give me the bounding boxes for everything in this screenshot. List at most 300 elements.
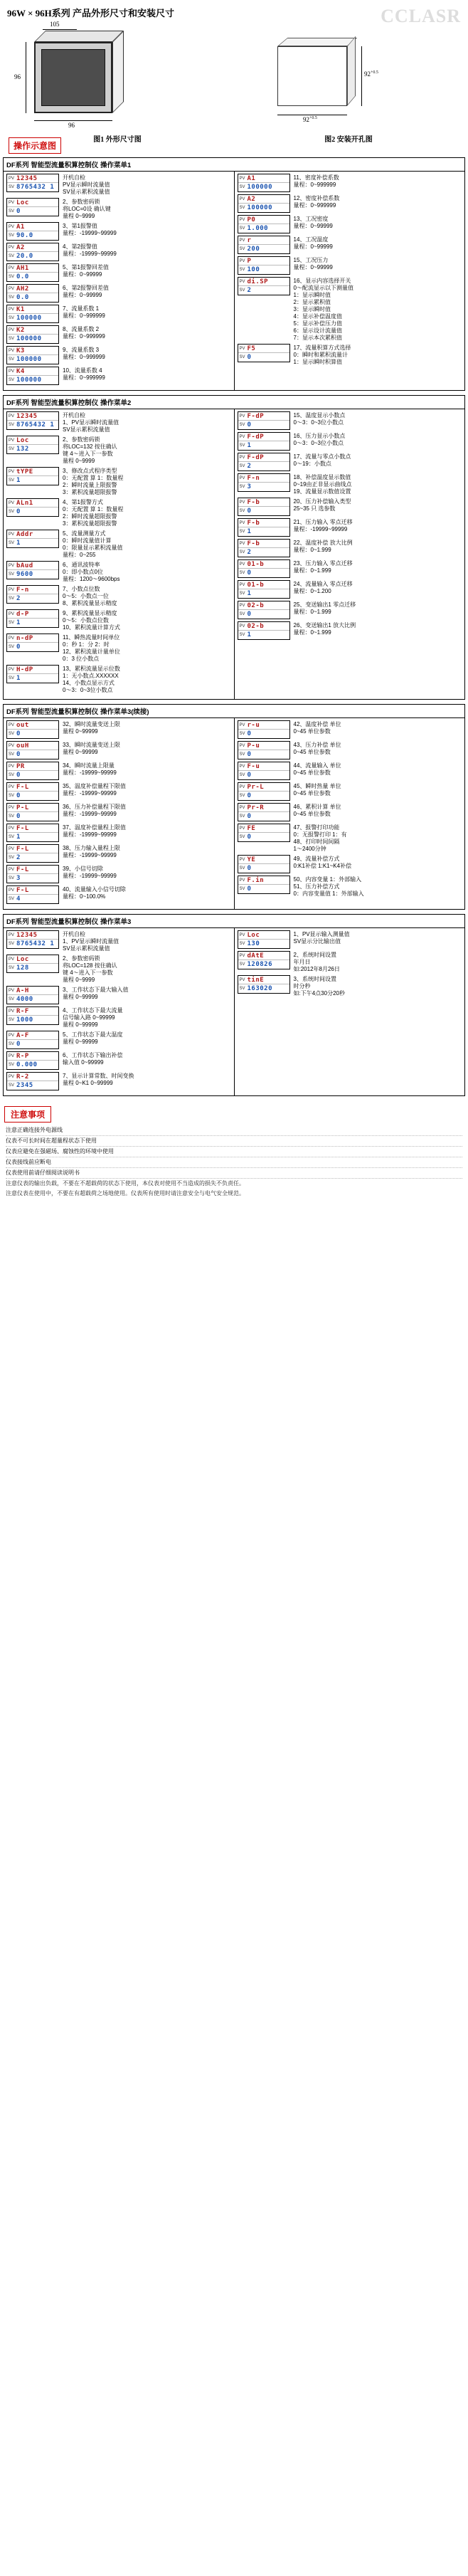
- pv-line: [238, 257, 289, 266]
- pv-line: [7, 845, 58, 853]
- sv-tag: SV: [239, 288, 245, 293]
- lcd-display: [6, 865, 59, 883]
- menu-item-description: 开机自检 1、PV显示瞬时流量值 SV显示累积流量值: [63, 412, 119, 433]
- sv-value: 1: [247, 631, 252, 638]
- menu-item: [6, 467, 233, 496]
- pv-value: FE: [247, 824, 256, 832]
- sv-line: [238, 224, 289, 233]
- menu-item-description: 4、工作状态下最大流量 信号输入路 0~99999 量程 0~99999: [63, 1007, 123, 1028]
- menu-item: [6, 263, 233, 282]
- pv-value: K1: [16, 305, 25, 313]
- pv-value: 02-b: [247, 601, 265, 609]
- menu-item: [238, 256, 464, 275]
- menu-item-description: 39、小信号切除 量程：-19999~99999: [63, 866, 117, 879]
- pv-value: F-dP: [247, 453, 265, 461]
- pv-line: [238, 783, 289, 792]
- pv-line: [7, 223, 58, 231]
- sv-tag: SV: [9, 316, 15, 320]
- pv-value: 12345: [16, 174, 38, 182]
- pv-line: [238, 453, 289, 462]
- pv-tag: PV: [9, 743, 15, 748]
- pv-line: [238, 856, 289, 864]
- sv-value: 1: [16, 540, 21, 547]
- menu-item-description: 9、流量系数 3 量程：0~999999: [63, 347, 105, 360]
- sv-line: [238, 792, 289, 800]
- sv-line: [7, 874, 58, 883]
- sv-tag: SV: [9, 794, 15, 798]
- pv-tag: PV: [239, 784, 245, 789]
- sv-tag: SV: [239, 887, 245, 891]
- pv-line: [238, 976, 289, 984]
- pv-tag: PV: [9, 532, 15, 537]
- menu-item: [238, 473, 464, 495]
- lcd-display: [238, 762, 290, 780]
- sv-tag: SV: [239, 464, 245, 468]
- pv-value: R-F: [16, 1007, 29, 1015]
- pv-tag: PV: [9, 1033, 15, 1038]
- sv-tag: SV: [239, 247, 245, 251]
- sv-value: 0: [247, 751, 252, 758]
- pv-tag: PV: [239, 196, 245, 201]
- pv-line: [7, 824, 58, 833]
- pv-line: [7, 530, 58, 539]
- pv-value: r-u: [247, 721, 260, 729]
- pv-line: [7, 742, 58, 750]
- cutout-side-face: [347, 36, 356, 106]
- menu-item-description: 9、累积流量显示精度 0～5：小数点位数 10、累积流量计算方式: [63, 610, 120, 631]
- pv-value: 12345: [16, 931, 38, 939]
- menu-item-description: 43、压力补偿 单位 0~45 单位参数: [293, 742, 341, 755]
- pv-tag: PV: [9, 846, 15, 851]
- pv-value: R-P: [16, 1052, 29, 1060]
- sv-tag: SV: [239, 423, 245, 427]
- sv-value: 0: [247, 792, 252, 799]
- sv-value: 1: [247, 442, 252, 449]
- menu-item: [6, 1006, 233, 1029]
- sv-line: [238, 507, 289, 515]
- menu-item-description: 7、小数点位数 0～5：小数点一位 8、累积流量显示精度: [63, 586, 117, 606]
- menu-item: [6, 1031, 233, 1049]
- lcd-display: [6, 367, 59, 385]
- menu-item-description: 10、流量系数 4 量程：0~999999: [63, 367, 105, 381]
- sv-tag: SV: [9, 185, 15, 189]
- menu-item: [6, 284, 233, 303]
- pv-tag: PV: [9, 1009, 15, 1014]
- menu-item: [238, 621, 464, 640]
- meter-screen: [41, 49, 105, 106]
- menu-item-description: 8、流量系数 2 量程：0~999999: [63, 326, 105, 340]
- sv-tag: SV: [9, 1042, 15, 1046]
- pv-line: [7, 264, 58, 273]
- pv-line: [7, 866, 58, 874]
- sv-tag: SV: [239, 794, 245, 798]
- pv-line: [238, 952, 289, 960]
- menu-item: [238, 580, 464, 599]
- menu-item-description: 42、温度补偿 单位 0~45 单位参数: [293, 721, 341, 735]
- pv-value: A-H: [16, 987, 29, 994]
- pv-line: [7, 762, 58, 771]
- pv-line: [238, 540, 289, 548]
- menu-item: [6, 803, 233, 821]
- sv-tag: SV: [9, 856, 15, 860]
- pv-line: [7, 886, 58, 895]
- pv-line: [7, 804, 58, 812]
- sv-value: 128: [16, 964, 29, 972]
- pv-tag: PV: [9, 1053, 15, 1058]
- sv-value: 2: [16, 854, 21, 861]
- pv-tag: PV: [239, 764, 245, 769]
- pv-tag: PV: [9, 667, 15, 672]
- meter-top-face: [34, 31, 124, 42]
- width-dim-line: [34, 120, 112, 121]
- depth-dim-line: [43, 29, 77, 30]
- sv-line: [7, 539, 58, 547]
- pv-line: [7, 436, 58, 445]
- menu-item: [238, 194, 464, 213]
- menu-item: [6, 885, 233, 904]
- lcd-display: [6, 930, 59, 949]
- menu-item: [238, 559, 464, 578]
- notice-line: 注意仪表的输出负载，不要在不超载荷的状态下使用，本仪表对使用不当造成的损失不负责任。: [6, 1180, 245, 1187]
- menu-item: [6, 346, 233, 364]
- sv-line: [7, 1016, 58, 1024]
- sv-tag: SV: [9, 275, 15, 279]
- sv-tag: SV: [239, 814, 245, 819]
- menu-item-description: 2、参数密码锁 将LOC=0设 确认键 量程 0~9999: [63, 199, 111, 219]
- menu-item-description: 11、瞬热流量时间单位 0：秒 1：分 2：时 12、累积流量计量单位 0：3 位小数点: [63, 634, 120, 662]
- sv-tag: SV: [239, 942, 245, 946]
- sv-tag: SV: [9, 1083, 15, 1088]
- sv-line: [7, 833, 58, 841]
- pv-value: Addr: [16, 530, 33, 538]
- notice-line: 注意仪表在使用中，不要在有超载荷之场地使用。仪表所有使用时请注意安全与电气安全规范。: [6, 1190, 245, 1197]
- pv-tag: PV: [239, 455, 245, 460]
- pv-tag: PV: [239, 176, 245, 181]
- pv-line: [7, 367, 58, 376]
- sv-tag: SV: [239, 185, 245, 189]
- menu1-title: DF系列 智能型流量积算控制仪 操作菜单1: [4, 158, 464, 172]
- lcd-display: [6, 609, 59, 628]
- cutout-front-face: [277, 46, 347, 106]
- sv-tag: SV: [239, 732, 245, 736]
- pv-tag: PV: [9, 826, 15, 831]
- menu-item-description: 13、工况密度 量程：0~99999: [293, 216, 333, 229]
- pv-tag: PV: [9, 611, 15, 616]
- sv-tag: SV: [239, 773, 245, 777]
- pv-tag: PV: [9, 414, 15, 419]
- pv-line: [7, 610, 58, 619]
- sv-line: [7, 314, 58, 322]
- pv-tag: PV: [9, 764, 15, 769]
- pv-value: PR: [16, 762, 25, 770]
- sv-value: 100000: [16, 356, 42, 363]
- pv-tag: PV: [239, 624, 245, 629]
- pv-line: [7, 285, 58, 293]
- pv-line: [7, 634, 58, 643]
- pv-line: [238, 622, 289, 631]
- pv-line: [7, 1031, 58, 1040]
- sv-tag: SV: [9, 876, 15, 880]
- lcd-display: [238, 411, 290, 430]
- menu-item-description: 15、工况压力 量程：0~99999: [293, 257, 333, 270]
- lcd-display: [238, 951, 290, 969]
- sv-value: 4000: [16, 996, 33, 1003]
- sv-value: 0.0: [16, 273, 29, 280]
- pv-value: 01-b: [247, 581, 265, 589]
- sv-tag: SV: [239, 443, 245, 448]
- menu-item-description: 2、参数密码锁 将LOC=132 按住确认 键 4～进入下一参数 量程 0~9999: [63, 436, 117, 464]
- menu-item-description: 45、瞬时热量 单位 0~45 单位参数: [293, 783, 341, 797]
- menu-item: [6, 930, 233, 952]
- lcd-display: [238, 559, 290, 578]
- sv-line: [7, 293, 58, 302]
- pv-tag: PV: [9, 438, 15, 443]
- sv-line: [7, 252, 58, 261]
- lcd-display: [6, 1031, 59, 1049]
- pv-value: F-L: [16, 886, 29, 894]
- sv-tag: SV: [9, 1063, 15, 1067]
- sv-line: [238, 984, 289, 993]
- pv-value: F-u: [247, 762, 260, 770]
- menu-item: [238, 411, 464, 430]
- sv-tag: SV: [9, 423, 15, 427]
- menu-item-description: 3、第1报警值 量程：-19999~99999: [63, 223, 117, 236]
- lcd-display: [238, 803, 290, 821]
- sv-tag: SV: [9, 942, 15, 946]
- sv-line: [7, 792, 58, 800]
- sv-line: [238, 353, 289, 362]
- sv-line: [238, 569, 289, 577]
- lcd-display: [238, 236, 290, 254]
- menu-item-description: 14、工况温度 量程：0~99999: [293, 236, 333, 250]
- sv-line: [238, 266, 289, 274]
- menu-item: [238, 803, 464, 821]
- pv-value: A-F: [16, 1031, 29, 1039]
- sv-line: [238, 527, 289, 536]
- menu-item: [238, 951, 464, 973]
- pv-tag: PV: [9, 266, 15, 270]
- document-page: [0, 0, 468, 1210]
- menu-item: [6, 530, 233, 559]
- pv-line: [238, 601, 289, 610]
- sv-tag: SV: [9, 572, 15, 577]
- menu-item-description: 17、流量与零点小数点 0～19：小数点: [293, 453, 351, 467]
- sv-value: 0: [247, 772, 252, 779]
- menu-item-description: 38、压力输入量程上限 量程：-19999~99999: [63, 845, 120, 858]
- menu-item-description: 5、工作状态下最大温度 量程 0~99999: [63, 1031, 123, 1045]
- pv-tag: PV: [239, 346, 245, 351]
- pv-value: K3: [16, 347, 25, 354]
- lcd-display: [6, 986, 59, 1004]
- sv-line: [7, 355, 58, 364]
- pv-line: [7, 562, 58, 570]
- pv-line: [238, 519, 289, 527]
- sv-value: 0: [16, 643, 21, 651]
- sv-value: 0.000: [16, 1061, 38, 1068]
- sv-line: [7, 750, 58, 759]
- pv-line: [238, 216, 289, 224]
- sv-line: [238, 631, 289, 639]
- pv-line: [238, 474, 289, 483]
- menu-item-description: 6、工作状态下输出补偿 输入值 0~99999: [63, 1052, 123, 1066]
- menu-item: [238, 453, 464, 471]
- sv-value: 1: [247, 590, 252, 597]
- menu-item: [6, 1072, 233, 1090]
- pv-value: F-dP: [247, 433, 265, 441]
- menu-item: [238, 236, 464, 254]
- figure-cutout: [235, 26, 462, 144]
- pv-line: [7, 987, 58, 995]
- menu-item-description: 16、显示内容选择开关 0～配流显示以下测量值 1：显示瞬时值 2：显示累积值 3：显示瞬时值 4：显示补偿温度值 5：显示补偿压力值 6：显示设计流量值 7：显示本次累积值: [293, 278, 353, 341]
- pv-value: Pr-R: [247, 804, 265, 811]
- pv-value: di.SP: [247, 278, 269, 285]
- menu-item-description: 3、工作状态下最大输入值 量程 0~99999: [63, 987, 129, 1000]
- pv-value: A1: [247, 174, 256, 182]
- menu-item: [238, 215, 464, 233]
- pv-line: [7, 174, 58, 183]
- sv-value: 100000: [247, 184, 273, 191]
- pv-tag: PV: [239, 475, 245, 480]
- menu-item: [6, 844, 233, 863]
- pv-value: H-dP: [16, 666, 33, 673]
- sv-value: 1: [16, 675, 21, 682]
- cut-height-dim-line: [361, 46, 362, 106]
- menu-item-description: 47、报警打印功能 0：无报警打印 1：有 48、打印时间间隔 1～2400分钟: [293, 824, 347, 852]
- sv-value: 100: [247, 266, 260, 273]
- pv-value: dAtE: [247, 952, 265, 960]
- sv-line: [7, 508, 58, 516]
- sv-value: 1: [16, 619, 21, 626]
- pv-value: F-n: [16, 586, 29, 594]
- menu-item: [238, 498, 464, 516]
- sv-value: 0: [16, 208, 21, 215]
- menu-item: [6, 986, 233, 1004]
- cut-height-dim-label: $92^{+0.5}$: [364, 70, 378, 78]
- sv-value: 0: [16, 1041, 21, 1048]
- pv-tag: PV: [239, 562, 245, 567]
- menu2-title: DF系列 智能型流量积算控制仪 操作菜单2: [4, 396, 464, 409]
- sv-value: 200: [247, 246, 260, 253]
- lcd-display: [238, 518, 290, 537]
- pv-line: [238, 236, 289, 245]
- menu-block-1: [3, 157, 465, 391]
- menu-item-description: 1、PV显示输入测量值 SV显示分比输出值: [293, 931, 350, 945]
- menu-item-description: 33、瞬时流量变送上限 量程 0~99999: [63, 742, 120, 755]
- pv-value: P-u: [247, 742, 260, 750]
- lcd-display: [6, 498, 59, 517]
- menu-item-description: 6、通讯波特率 0：即小数点0位 量程：1200～9600bps: [63, 562, 120, 582]
- sv-tag: SV: [9, 337, 15, 341]
- sv-tag: SV: [9, 897, 15, 901]
- sv-tag: SV: [239, 530, 245, 534]
- notice-header: 注意事项: [4, 1106, 51, 1123]
- lcd-display: [238, 498, 290, 516]
- pv-line: [7, 347, 58, 355]
- figure2-caption: 图2 安装开孔图: [324, 136, 373, 144]
- sv-line: [238, 483, 289, 491]
- sv-line: [7, 376, 58, 384]
- figure-outline: [0, 21, 235, 144]
- lcd-display: [238, 277, 290, 295]
- pv-line: [238, 278, 289, 286]
- pv-line: [7, 468, 58, 476]
- lcd-display: [6, 803, 59, 821]
- menu-item-description: 24、流量输入 零点迁移 量程：0~1.200: [293, 581, 353, 594]
- menu-block-2: [3, 395, 465, 700]
- menu-item: [238, 174, 464, 192]
- sv-line: [7, 619, 58, 627]
- menu-item-description: 23、压力输入 零点迁移 量程：0~1.999: [293, 560, 353, 574]
- pv-line: [238, 174, 289, 183]
- sv-tag: SV: [9, 447, 15, 451]
- lcd-display: [6, 634, 59, 652]
- sv-tag: SV: [239, 612, 245, 616]
- menu-item: [238, 539, 464, 557]
- sv-tag: SV: [239, 571, 245, 575]
- menu-item-description: 22、温度补偿 放大比例 量程：0~1.999: [293, 540, 353, 553]
- menu-item-description: 18、补偿温度显示数值 0~19由正非显示曲线点 19、流量显示数值设置: [293, 474, 352, 495]
- menu-block-4: [3, 914, 465, 1096]
- menu-item-description: 50、内容变量 1：外部输入 51、压力补偿方式 0：内容变量值 1：外部输入: [293, 876, 364, 897]
- pv-tag: PV: [9, 957, 15, 962]
- sv-line: [238, 548, 289, 557]
- pv-value: F-b: [247, 498, 260, 506]
- pv-value: A2: [16, 243, 25, 251]
- pv-value: F-n: [247, 474, 260, 482]
- pv-value: 01-b: [247, 560, 265, 568]
- sv-value: 4: [16, 895, 21, 903]
- pv-line: [238, 412, 289, 421]
- pv-line: [7, 1073, 58, 1081]
- menu-item: [238, 720, 464, 739]
- lcd-display: [6, 346, 59, 364]
- sv-tag: SV: [9, 966, 15, 970]
- lcd-display: [6, 824, 59, 842]
- menu-item: [238, 975, 464, 997]
- menu-item: [6, 222, 233, 241]
- menu-item: [238, 876, 464, 898]
- pv-value: n-dP: [16, 634, 33, 642]
- pv-value: F-b: [247, 540, 260, 547]
- lcd-display: [238, 601, 290, 619]
- sv-line: [7, 895, 58, 903]
- pv-line: [7, 1007, 58, 1016]
- pv-line: [7, 721, 58, 730]
- sv-value: 100000: [16, 315, 42, 322]
- lcd-display: [238, 174, 290, 192]
- menu-item: [6, 1051, 233, 1070]
- sv-line: [238, 610, 289, 619]
- menu-block-3: [3, 704, 465, 910]
- lcd-display: [6, 1072, 59, 1090]
- pv-line: [238, 498, 289, 507]
- lcd-display: [6, 585, 59, 604]
- sv-tag: SV: [9, 773, 15, 777]
- pv-line: [238, 721, 289, 730]
- sv-line: [7, 570, 58, 579]
- sv-tag: SV: [239, 987, 245, 991]
- pv-value: Pr-L: [247, 783, 265, 791]
- sv-value: 100000: [247, 204, 273, 211]
- sv-value: 1: [247, 528, 252, 535]
- menu-item: [6, 782, 233, 801]
- notice-line: 仪表接线前应断电: [6, 1157, 462, 1168]
- sv-tag: SV: [9, 814, 15, 819]
- pv-line: [7, 243, 58, 252]
- menu-item-description: 17、流量积算方式选择 0：瞬时和累积流量计 1：显示瞬时积算值: [293, 345, 351, 365]
- pv-value: A1: [16, 223, 25, 231]
- menu-item: [6, 609, 233, 631]
